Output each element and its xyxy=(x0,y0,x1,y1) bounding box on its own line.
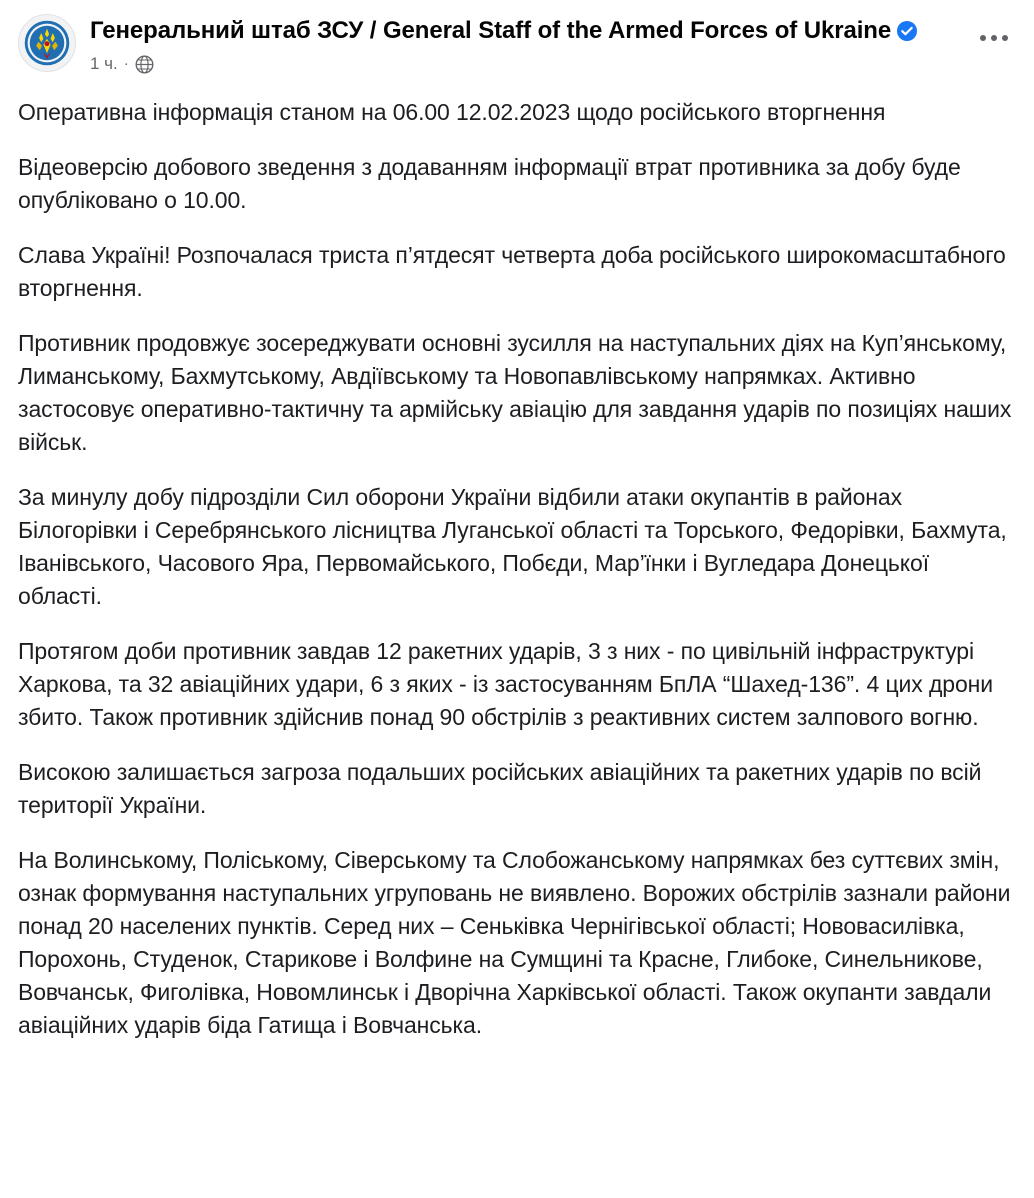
globe-public-icon[interactable] xyxy=(135,55,154,74)
post-body xyxy=(18,78,1016,1042)
post-header xyxy=(18,14,1016,78)
post-paragraph: Противник продовжує зосереджувати основні зусилля на наступальних діях на Куп’янському, Лиманському, Бахмутському, Авдіївському та Новопавлівському напрямках. Активно застосовує оперативно-тактичну та армійську авіацію для завдання ударів по позиціях наших військ. xyxy=(18,330,1012,455)
post-paragraph: На Волинському, Поліському, Сіверському та Слобожанському напрямках без суттєвих змін, ознак формування наступальних угруповань не виявлено. Ворожих обстрілів зазнали райони понад 20 населених пунктів. Серед них – Сеньківка Чернігівської області; Нововасилівка, Порохонь, Студенок, Старикове і Волфине на Сумщині та Красне, Глибоке, Синельникове, Вовчанськ, Фиголівка, Новомлинськ і Дворічна Харківської області. Також окупанти завдали авіаційних ударів біда Гатища і Вовчанська. xyxy=(18,847,1011,1038)
post-paragraph: Оперативна інформація станом на 06.00 12.02.2023 щодо російського вторгнення xyxy=(18,99,886,125)
post-paragraph: Високою залишається загроза подальших російських авіаційних та ракетних ударів по всій території України. xyxy=(18,759,982,818)
post-paragraph: Протягом доби противник завдав 12 ракетних ударів, 3 з них - по цивільній інфраструктурі Харкова, та 32 авіаційних удари, 6 з яких - із застосуванням БпЛА “Шахед-136”. 4 цих дрони збито. Також противник здійснив понад 90 обстрілів з реактивних систем залпового вогню. xyxy=(18,638,994,730)
post-paragraph: Слава Україні! Розпочалася триста п’ятдесят четверта доба російського широкомасштабного вторгнення. xyxy=(18,242,1006,301)
post-timestamp[interactable]: 1 ч. xyxy=(90,54,118,73)
more-options-button[interactable] xyxy=(972,16,1016,60)
more-options-dot xyxy=(991,35,997,41)
verified-badge-icon xyxy=(897,19,917,39)
post-paragraph: Відеоверсію добового зведення з додаванням інформації втрат противника за добу буде опубліковано о 10.00. xyxy=(18,154,961,213)
more-options-dot xyxy=(1002,35,1008,41)
page-name-text[interactable]: Генеральний штаб ЗСУ / General Staff of the Armed Forces of Ukraine xyxy=(90,17,892,44)
header-text xyxy=(90,14,958,74)
post-paragraph: За минулу добу підрозділи Сил оборони України відбили атаки окупантів в районах Білогорівки і Серебрянського лісництва Луганської області та Торського, Федорівки, Бахмута, Іванівського, Часового Яра, Первомайського, Побєди, Мар’їнки і Вугледара Донецької області. xyxy=(18,484,1007,609)
more-options-dot xyxy=(980,35,986,41)
post-meta xyxy=(90,54,958,74)
avatar[interactable] xyxy=(18,14,76,72)
ukraine-general-staff-emblem-icon xyxy=(24,20,70,66)
meta-separator: · xyxy=(123,55,129,72)
page-title xyxy=(90,16,958,46)
